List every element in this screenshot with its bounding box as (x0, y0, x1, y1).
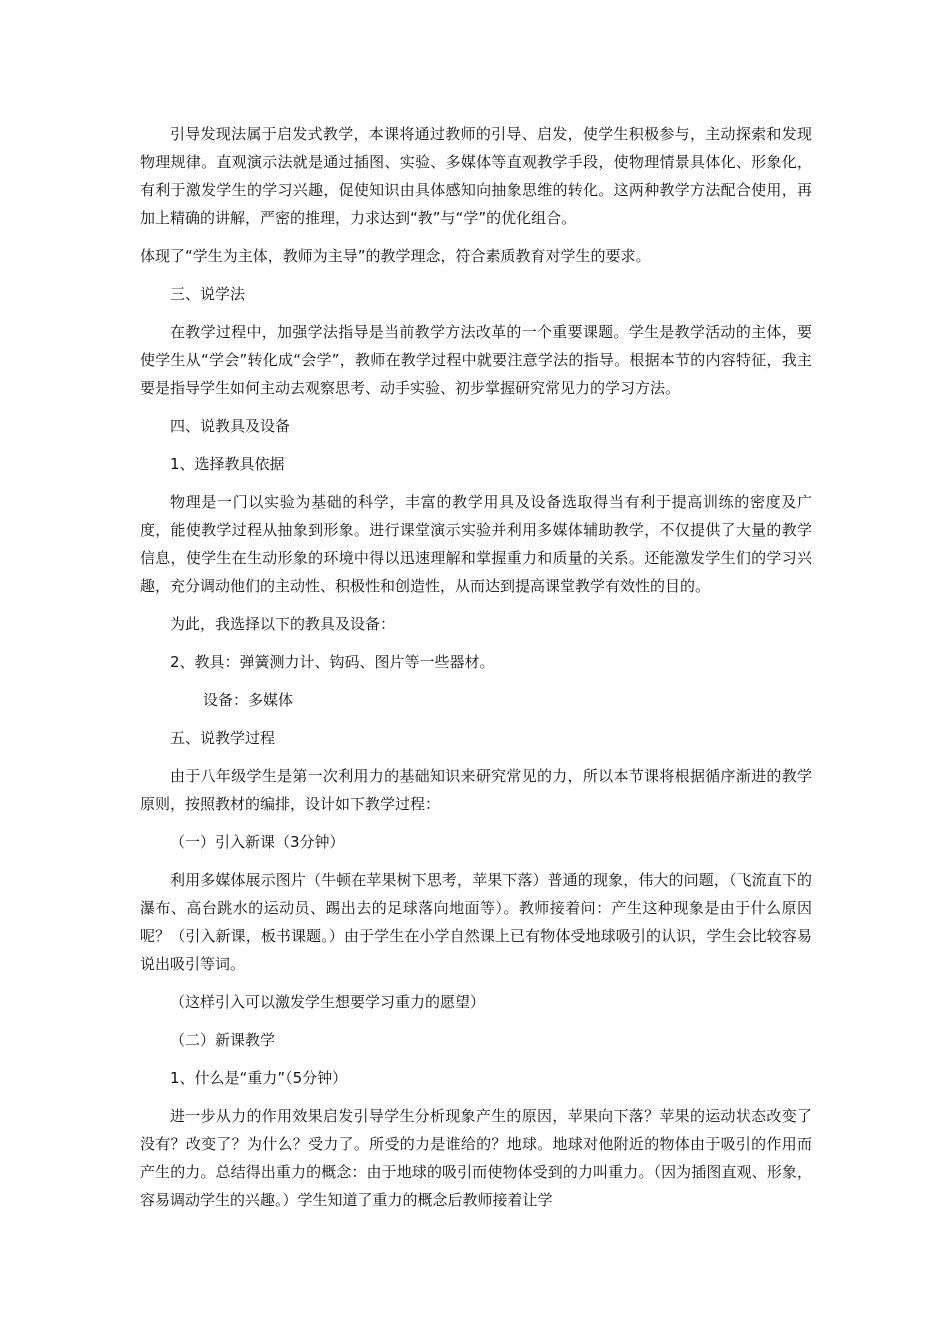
subheading-what-is-gravity: 1、什么是“重力”（5分钟） (170, 1069, 348, 1087)
paragraph-intro-lesson: 利用多媒体展示图片（牛顿在苹果树下思考，苹果下落）普通的现象，伟大的问题，（飞流直下的瀑布、高台跳水的运动员、踢出去的足球落向地面等）。教师接着问：产生这种现象是由于什么原因呢？（引入新课，板书课题。）由于学生在小学自然课上已有物体受地球吸引的认识，学生会比较容易说出吸引等词。 (140, 871, 812, 973)
paragraph-teaching-methods: 引导发现法属于启发式教学，本课将通过教师的引导、启发，使学生积极参与，主动探索和发现物理规律。直观演示法就是通过插图、实验、多媒体等直观教学手段，使物理情景具体化、形象化，有利于激发学生的学习兴趣，促使知识由具体感知向抽象思维的转化。这两种教学方法配合使用，再加上精确的讲解，严密的推理，力求达到“教”与“学”的优化组合。 (140, 125, 812, 227)
paragraph-learning-methods: 在教学过程中，加强学法指导是当前教学方法改革的一个重要课题。学生是教学活动的主体，要使学生从“学会”转化成“会学”，教师在教学过程中就要注意学法的指导。根据本节的内容特征，我主要是指导学生如何主动去观察思考、动手实验、初步掌握研究常见力的学习方法。 (140, 323, 812, 397)
paragraph-aid-list: 2、教具：弹簧测力计、钩码、图片等一些器材。 (170, 653, 495, 671)
document-body (140, 120, 812, 1224)
subheading-aid-basis: 1、选择教具依据 (170, 455, 285, 473)
paragraph-teaching-philosophy: 体现了“学生为主体，教师为主导”的教学理念，符合素质教育对学生的要求。 (140, 247, 651, 265)
paragraph-aid-choice: 为此，我选择以下的教具及设备： (170, 615, 396, 633)
section-heading-learning-methods: 三、说学法 (170, 285, 246, 303)
subheading-new-lesson: （二）新课教学 (170, 1031, 276, 1049)
paragraph-intro-note: （这样引入可以激发学生想要学习重力的愿望） (170, 993, 486, 1011)
paragraph-process-intro: 由于八年级学生是第一次利用力的基础知识来研究常见的力，所以本节课将根据循序渐进的教学原则，按照教材的编排，设计如下教学过程： (140, 767, 812, 813)
subheading-intro-lesson: （一）引入新课（3分钟） (170, 833, 345, 851)
paragraph-what-is-gravity: 进一步从力的作用效果启发引导学生分析现象产生的原因，苹果向下落？苹果的运动状态改变了没有？改变了？为什么？受力了。所受的力是谁给的？地球。地球对他附近的物体由于吸引的作用而产生的力。总结得出重力的概念：由于地球的吸引而使物体受到的力叫重力。（因为插图直观、形象，容易调动学生的兴趣。）学生知道了重力的概念后教师接着让学 (140, 1107, 812, 1209)
section-heading-teaching-aids: 四、说教具及设备 (170, 417, 291, 435)
paragraph-aid-basis: 物理是一门以实验为基础的科学，丰富的教学用具及设备选取得当有利于提高训练的密度及广度，能使教学过程从抽象到形象。进行课堂演示实验并利用多媒体辅助教学，不仅提供了大量的教学信息，使学生在生动形象的环境中得以迅速理解和掌握重力和质量的关系。还能激发学生们的学习兴趣，充分调动他们的主动性、积极性和创造性，从而达到提高课堂教学有效性的目的。 (140, 493, 812, 595)
section-heading-teaching-process: 五、说教学过程 (170, 729, 276, 747)
paragraph-equipment: 设备：多媒体 (203, 691, 294, 709)
